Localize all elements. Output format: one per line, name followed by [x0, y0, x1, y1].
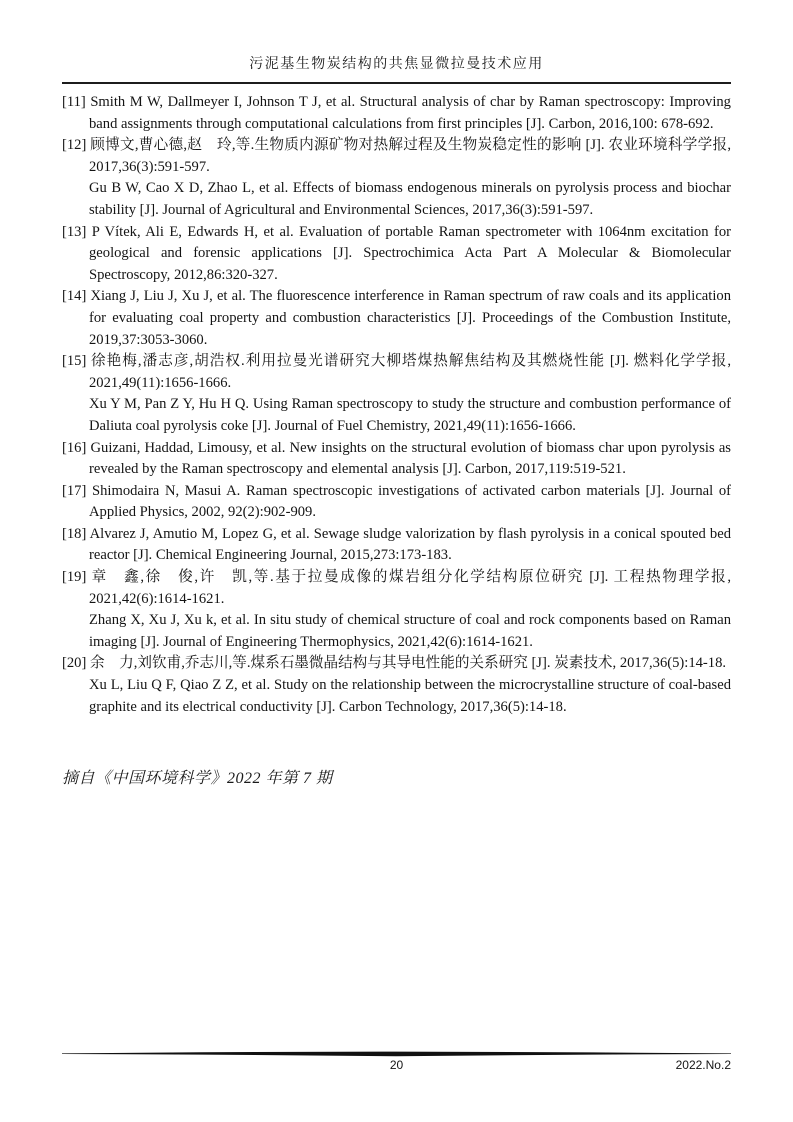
reference-translation: Xu Y M, Pan Z Y, Hu H Q. Using Raman spectroscopy to study the structure and combustion performance of Daliuta coal pyrolysis coke [J]. Journal of Fuel Chemistry, 2021,49(11):1656-1666.	[89, 396, 731, 434]
reference-text: 余 力,刘钦甫,乔志川,等.煤系石墨微晶结构与其导电性能的关系研究 [J]. 炭素技术, 2017,36(5):14-18.	[89, 655, 727, 672]
reference-label: [17]	[62, 482, 87, 499]
issue-label: 2022.No.2	[675, 1058, 731, 1072]
reference-item	[62, 438, 731, 481]
reference-label: [18]	[62, 525, 87, 542]
reference-item	[62, 92, 731, 135]
reference-item	[62, 567, 731, 653]
reference-list	[62, 92, 731, 718]
source-note: 摘自《中国环境科学》2022 年第 7 期	[62, 770, 333, 788]
page-number: 20	[389, 1058, 404, 1072]
reference-text: 章 鑫,徐 俊,许 凯,等.基于拉曼成像的煤岩组分化学结构原位研究 [J]. 工程热物理学报, 2021,42(6):1614-1621.	[89, 569, 731, 607]
reference-translation: Xu L, Liu Q F, Qiao Z Z, et al. Study on the relationship between the microcrystalline structure of coal-based graphite and its electrical conductivity [J]. Carbon Technology, 2017,36(5):14-18.	[89, 677, 731, 715]
reference-text: P Vítek, Ali E, Edwards H, et al. Evaluation of portable Raman spectrometer with 1064nm excitation for geological and forensic applications [J]. Spectrochimica Acta Part A Molecular & Biomolecular Spectroscopy, 2012,86:320-327.	[89, 223, 731, 283]
reference-label: [16]	[62, 439, 87, 456]
reference-item	[62, 653, 731, 718]
reference-label: [11]	[62, 94, 86, 110]
reference-item	[62, 481, 731, 524]
reference-label: [13]	[62, 223, 87, 240]
reference-text: Xiang J, Liu J, Xu J, et al. The fluorescence interference in Raman spectrum of raw coals and its application for evaluating coal property and combustion characteristics [J]. Proceedings of the Combustion Institute, 2019,37:3053-3060.	[89, 288, 731, 348]
reference-text: 顾博文,曹心德,赵 玲,等.生物质内源矿物对热解过程及生物炭稳定性的影响 [J]. 农业环境科学学报, 2017,36(3):591-597.	[89, 137, 731, 175]
reference-item	[62, 351, 731, 437]
reference-label: [15]	[62, 353, 87, 370]
reference-translation: Zhang X, Xu J, Xu k, et al. In situ study of chemical structure of coal and rock components based on Raman imaging [J]. Journal of Engineering Thermophysics, 2021,42(6):1614-1621.	[89, 612, 731, 650]
reference-label: [20]	[62, 655, 87, 672]
reference-label: [12]	[62, 137, 87, 154]
reference-text: Guizani, Haddad, Limousy, et al. New insights on the structural evolution of biomass char upon pyrolysis as revealed by the Raman spectroscopy and elemental analysis [J]. Carbon, 2017,119:519-521.	[89, 439, 731, 478]
running-header-title: 污泥基生物炭结构的共焦显微拉曼技术应用	[249, 57, 544, 72]
reference-item	[62, 135, 731, 221]
reference-item	[62, 286, 731, 351]
reference-item	[62, 524, 731, 567]
reference-text: Smith M W, Dallmeyer I, Johnson T J, et al. Structural analysis of char by Raman spectroscopy: Improving band assignments through computational calculations from first principles [J]. Carbon, 2016,100: 678-692.	[89, 94, 731, 132]
reference-item	[62, 222, 731, 287]
header-rule	[62, 82, 731, 84]
reference-text: Alvarez J, Amutio M, Lopez G, et al. Sewage sludge valorization by flash pyrolysis in a conical spouted bed reactor [J]. Chemical Engineering Journal, 2015,273:173-183.	[89, 525, 731, 564]
reference-translation: Gu B W, Cao X D, Zhao L, et al. Effects of biomass endogenous minerals on pyrolysis process and biochar stability [J]. Journal of Agricultural and Environmental Sciences, 2017,36(3):591-597.	[89, 180, 731, 218]
reference-text: Shimodaira N, Masui A. Raman spectroscopic investigations of activated carbon materials [J]. Journal of Applied Physics, 2002, 92(2):902-909.	[89, 482, 731, 521]
reference-text: 徐艳梅,潘志彦,胡浩权.利用拉曼光谱研究大柳塔煤热解焦结构及其燃烧性能 [J]. 燃料化学学报, 2021,49(11):1656-1666.	[89, 353, 731, 391]
reference-label: [19]	[62, 569, 87, 586]
footer-rule	[62, 1051, 731, 1057]
reference-label: [14]	[62, 288, 87, 305]
